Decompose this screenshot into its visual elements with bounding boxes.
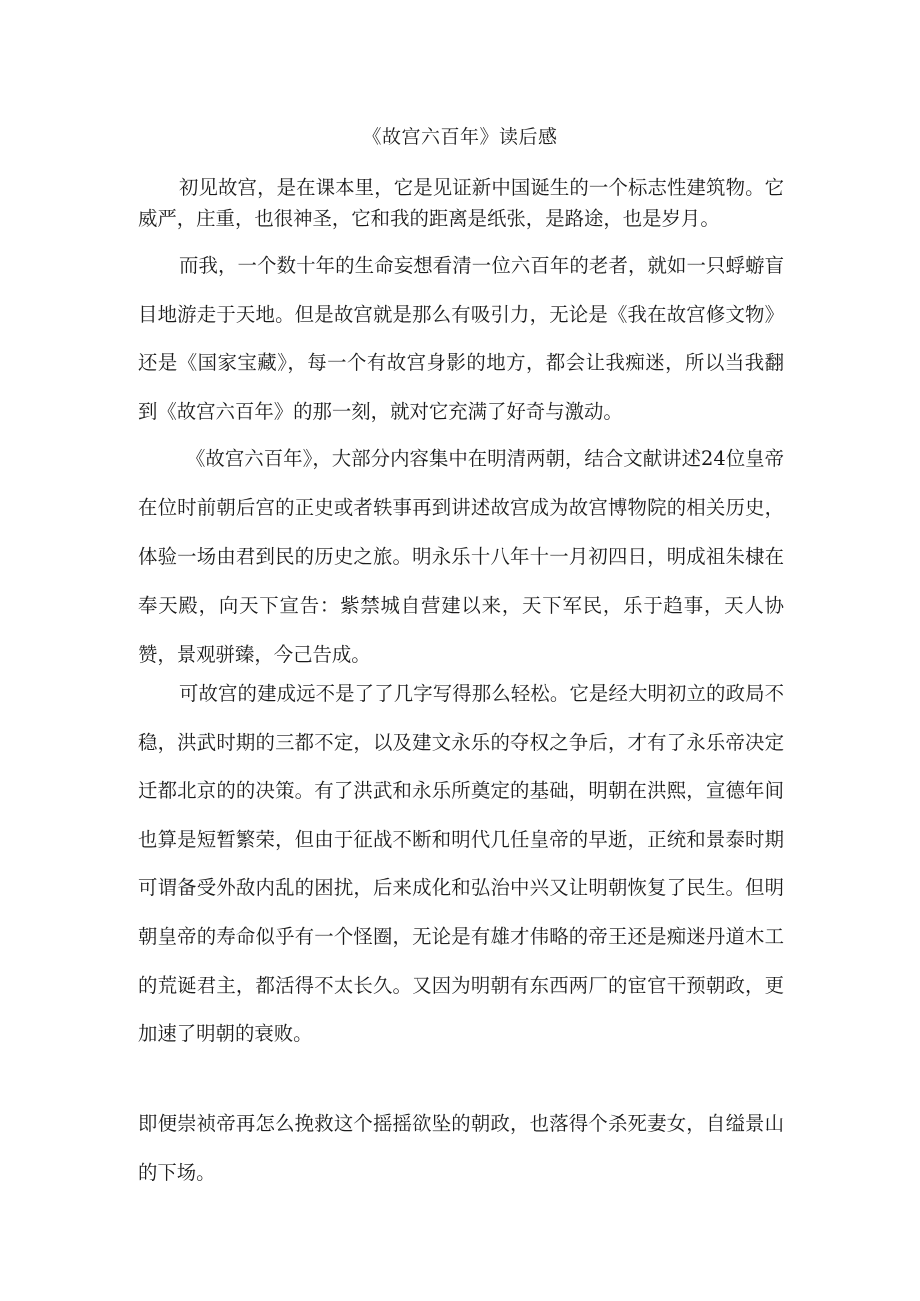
paragraph-2: 而我，一个数十年的生命妄想看清一位六百年的老者，就如一只蜉蝣盲目地游走于天地。但是故宫就是那么有吸引力，无论是《我在故宫修文物》还是《国家宝藏》，每一个有故宫身影的地方，都会让我痴迷，所以当我翻到《故宫六百年》的那一刻，就对它充满了好奇与激动。 [138,254,784,423]
document-title: 《故宫六百年》读后感 [362,126,558,148]
paragraph-1: 初见故宫，是在课本里，它是见证新中国诞生的一个标志性建筑物。它威严，庄重，也很神圣，它和我的距离是纸张，是路途，也是岁月。 [138,176,784,230]
paragraph-5: 即便崇祯帝再怎么挽救这个摇摇欲坠的朝政，也落得个杀死妻女，自缢景山的下场。 [138,1112,784,1184]
paragraph-4: 可故宫的建成远不是了了几字写得那么轻松。它是经大明初立的政局不稳，洪武时期的三都不定，以及建文永乐的夺权之争后，才有了永乐帝决定迁都北京的的决策。有了洪武和永乐所奠定的基础，明朝在洪熙，宣德年间也算是短暂繁荣，但由于征战不断和明代几任皇帝的早逝，正统和景泰时期可谓备受外敌内乱的困扰，后来成化和弘治中兴又让明朝恢复了民生。但明朝皇帝的寿命似乎有一个怪圈，无论是有雄才伟略的帝王还是痴迷丹道木工的荒诞君主，都活得不太长久。又因为明朝有东西两厂的宦官干预朝政，更加速了明朝的衰败。 [138,682,784,1046]
paragraph-3: 《故宫六百年》，大部分内容集中在明清两朝，结合文献讲述24位皇帝在位时前朝后宫的正史或者轶事再到讲述故宫成为故宫博物院的相关历史，体验一场由君到民的历史之旅。明永乐十八年十一月初四日，明成祖朱棣在奉天殿，向天下宣告：紫禁城自营建以来，天下军民，乐于趋事，天人协赞，景观骈臻，今己告成。 [138,447,784,666]
